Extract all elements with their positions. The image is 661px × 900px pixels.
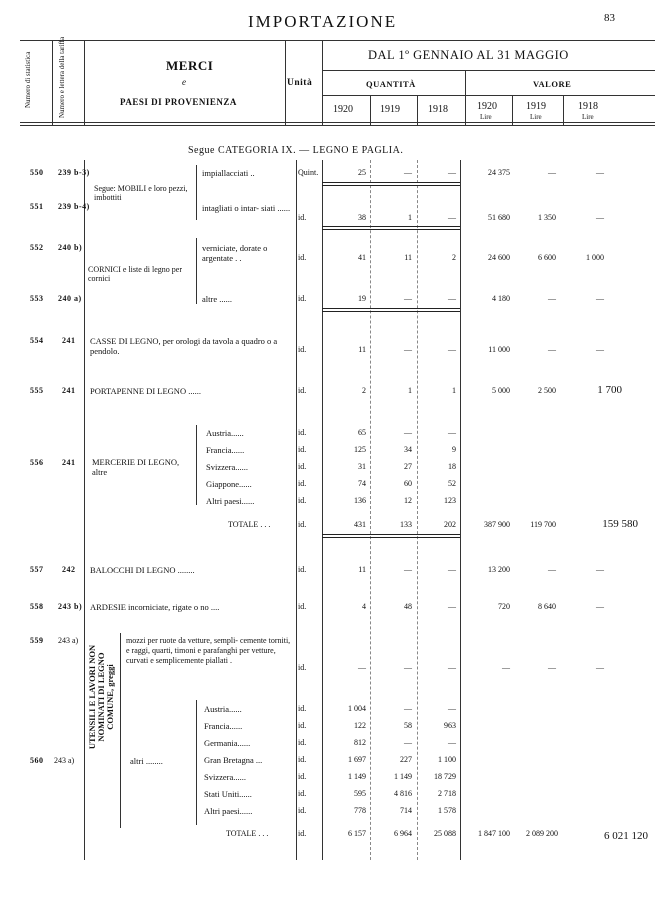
year-q-1919: 1919 — [380, 104, 400, 115]
mercerie-q1918-2: 18 — [448, 462, 456, 471]
unit-551: id. — [298, 213, 307, 222]
mercerie-total-q1919: 133 — [400, 520, 412, 529]
period-header: DAL 1º GENNAIO AL 31 MAGGIO — [368, 48, 569, 62]
tariff-560: 243 a) — [54, 756, 75, 765]
utensili-unit-5: id. — [298, 789, 307, 798]
q1919-557: — — [404, 565, 412, 574]
q1920-554: 11 — [358, 345, 366, 354]
q1919-559: — — [404, 663, 412, 672]
utensili-total-v1920: 1 847 100 — [478, 829, 510, 838]
v1920-555: 5 000 — [492, 386, 510, 395]
v1919-553: — — [548, 294, 556, 303]
mercerie-q1918-0: — — [448, 428, 456, 437]
v1920-557: 13 200 — [488, 565, 510, 574]
paesi-header: PAESI DI PROVENIENZA — [120, 97, 237, 107]
v1918-555: 1 700 — [597, 384, 622, 396]
v1919-551: 1 350 — [538, 213, 556, 222]
v1919-558: 8 640 — [538, 602, 556, 611]
q1918-555: 1 — [452, 386, 456, 395]
desc-557: BALOCCHI DI LEGNO ........ — [90, 565, 195, 575]
mercerie-q1920-0: 65 — [358, 428, 366, 437]
mercerie-unit-0: id. — [298, 428, 307, 437]
q1918-559: — — [448, 663, 456, 672]
utensili-q1918-6: 1 578 — [438, 806, 456, 815]
lire-1920: Lire — [480, 113, 492, 121]
v1918-559: — — [596, 663, 604, 672]
v1918-552: 1 000 — [586, 253, 604, 262]
v1920-550: 24 375 — [488, 168, 510, 177]
mercerie-total-v1919: 119 700 — [530, 520, 556, 529]
page-number: 83 — [604, 12, 615, 24]
mercerie-q1920-3: 74 — [358, 479, 366, 488]
mercerie-q1918-4: 123 — [444, 496, 456, 505]
utensili-unit-1: id. — [298, 721, 307, 730]
q1920-555: 2 — [362, 386, 366, 395]
mercerie-label: MERCERIE DI LEGNO, altre — [92, 457, 180, 477]
q1920-558: 4 — [362, 602, 366, 611]
year-v-1920: 1920 — [477, 101, 497, 112]
mercerie-country-0: Austria...... — [206, 428, 244, 438]
stat-557: 557 — [30, 565, 44, 574]
mercerie-total-label: TOTALE . . . — [228, 520, 271, 529]
q1919-552: 11 — [404, 253, 412, 262]
utensili-group-label: UTENSILI E LAVORI NON NOMINATI DI LEGNO COMUNE, greggi — [87, 644, 115, 750]
q1918-558: — — [448, 602, 456, 611]
utensili-total-label: TOTALE . . . — [226, 829, 269, 838]
mercerie-q1919-4: 12 — [404, 496, 412, 505]
mercerie-q1920-2: 31 — [358, 462, 366, 471]
utensili-q1918-0: — — [448, 704, 456, 713]
desc-559: mozzi per ruote da vetture, sempli- cemente torniti, e raggi, quarti, timoni e parafanghi per vetture, curvati e semplicemente piallati . — [126, 636, 291, 665]
tariff-554: 241 — [62, 336, 76, 345]
mercerie-q1918-3: 52 — [448, 479, 456, 488]
stat-560: 560 — [30, 756, 44, 765]
stat-553: 553 — [30, 294, 44, 303]
q1918-552: 2 — [452, 253, 456, 262]
group-cornici-label: CORNICI e liste di legno per cornici — [88, 265, 182, 283]
mercerie-country-3: Giappone...... — [206, 479, 252, 489]
utensili-total-v1919: 2 089 200 — [526, 829, 558, 838]
v1919-550: — — [548, 168, 556, 177]
utensili-total-unit: id. — [298, 829, 307, 838]
col-stat-header: Numero di statistica — [24, 51, 32, 108]
q1920-552: 41 — [358, 253, 366, 262]
unit-558: id. — [298, 602, 307, 611]
mercerie-q1919-0: — — [404, 428, 412, 437]
utensili-q1918-2: — — [448, 738, 456, 747]
merci-e: e — [182, 77, 186, 87]
year-v-1919: 1919 — [526, 101, 546, 112]
valore-header: VALORE — [533, 79, 572, 89]
desc-558: ARDESIE incorniciate, rigate o no .... — [90, 602, 220, 612]
page-title: IMPORTAZIONE — [248, 12, 398, 31]
q1919-550: — — [404, 168, 412, 177]
v1920-558: 720 — [498, 602, 510, 611]
mercerie-total-unit: id. — [298, 520, 307, 529]
stat-555: 555 — [30, 386, 44, 395]
mercerie-country-4: Altri paesi...... — [206, 496, 255, 506]
v1920-553: 4 180 — [492, 294, 510, 303]
altri-560: altri ........ — [130, 756, 163, 766]
utensili-country-5: Stati Uniti...... — [204, 789, 252, 799]
utensili-q1920-6: 778 — [354, 806, 366, 815]
category-heading: Segue CATEGORIA IX. — LEGNO E PAGLIA. — [188, 145, 404, 156]
desc-552: verniciate, dorate o argentate . . — [202, 243, 268, 263]
utensili-country-4: Svizzera...... — [204, 772, 247, 782]
utensili-q1920-1: 122 — [354, 721, 366, 730]
col-tariff-header: Numero e lettera della tariffa — [58, 36, 66, 118]
utensili-q1918-5: 2 718 — [438, 789, 456, 798]
v1919-555: 2 500 — [538, 386, 556, 395]
mercerie-total-v1920: 387 900 — [484, 520, 510, 529]
v1919-554: — — [548, 345, 556, 354]
v1918-554: — — [596, 345, 604, 354]
tariff-558: 243 b) — [58, 602, 83, 611]
stat-554: 554 — [30, 336, 44, 345]
utensili-q1918-1: 963 — [444, 721, 456, 730]
v1920-554: 11 000 — [488, 345, 510, 354]
desc-553: altre ...... — [202, 294, 232, 304]
utensili-q1919-4: 1 149 — [394, 772, 412, 781]
utensili-q1919-5: 4 816 — [394, 789, 412, 798]
mercerie-total-q1920: 431 — [354, 520, 366, 529]
v1918-558: — — [596, 602, 604, 611]
utensili-q1919-1: 58 — [404, 721, 412, 730]
q1920-553: 19 — [358, 294, 366, 303]
year-q-1920: 1920 — [333, 104, 353, 115]
utensili-total-v1918: 6 021 120 — [604, 830, 648, 842]
mercerie-total-q1918: 202 — [444, 520, 456, 529]
unit-553: id. — [298, 294, 307, 303]
utensili-unit-4: id. — [298, 772, 307, 781]
unit-554: id. — [298, 345, 307, 354]
unit-559: id. — [298, 663, 307, 672]
mercerie-q1920-1: 125 — [354, 445, 366, 454]
tariff-550: 239 b-3) — [58, 168, 90, 177]
mercerie-country-1: Francia...... — [206, 445, 245, 455]
lire-1918: Lire — [582, 113, 594, 121]
merci-header: MERCI — [166, 58, 214, 73]
mercerie-unit-4: id. — [298, 496, 307, 505]
stat-552: 552 — [30, 243, 44, 252]
utensili-total-q1919: 6 964 — [394, 829, 412, 838]
stat-559: 559 — [30, 636, 44, 645]
stat-550: 550 — [30, 168, 44, 177]
tariff-552: 240 b) — [58, 243, 83, 252]
q1919-555: 1 — [408, 386, 412, 395]
tariff-551: 239 b-4) — [58, 202, 90, 211]
stat-556: 556 — [30, 458, 44, 467]
utensili-country-2: Germania...... — [204, 738, 251, 748]
utensili-q1918-4: 18 729 — [434, 772, 456, 781]
v1920-559: — — [502, 663, 510, 672]
unita-header: Unità — [287, 78, 313, 88]
v1920-551: 51 680 — [488, 213, 510, 222]
unit-550: Quint. — [298, 168, 319, 177]
utensili-q1919-6: 714 — [400, 806, 412, 815]
tariff-557: 242 — [62, 565, 76, 574]
q1920-557: 11 — [358, 565, 366, 574]
utensili-total-q1918: 25 088 — [434, 829, 456, 838]
group-mobili-label: Segue: MOBILI e loro pezzi, imbottiti — [94, 184, 188, 202]
q1919-558: 48 — [404, 602, 412, 611]
tariff-556: 241 — [62, 458, 76, 467]
utensili-unit-3: id. — [298, 755, 307, 764]
tariff-555: 241 — [62, 386, 76, 395]
v1918-551: — — [596, 213, 604, 222]
desc-551: intagliati o intar- siati ...... — [202, 203, 291, 213]
q1919-551: 1 — [408, 213, 412, 222]
tariff-559: 243 a) — [58, 636, 79, 645]
unit-555: id. — [298, 386, 307, 395]
mercerie-q1918-1: 9 — [452, 445, 456, 454]
unit-557: id. — [298, 565, 307, 574]
v1918-557: — — [596, 565, 604, 574]
utensili-country-1: Francia...... — [204, 721, 243, 731]
utensili-q1920-3: 1 697 — [348, 755, 366, 764]
mercerie-q1919-3: 60 — [404, 479, 412, 488]
v1918-553: — — [596, 294, 604, 303]
quantita-header: QUANTITÀ — [366, 79, 416, 89]
utensili-unit-2: id. — [298, 738, 307, 747]
unit-552: id. — [298, 253, 307, 262]
q1918-557: — — [448, 565, 456, 574]
utensili-country-0: Austria...... — [204, 704, 242, 714]
mercerie-q1920-4: 136 — [354, 496, 366, 505]
year-v-1918: 1918 — [578, 101, 598, 112]
utensili-country-6: Altri paesi...... — [204, 806, 253, 816]
mercerie-q1919-1: 34 — [404, 445, 412, 454]
q1919-554: — — [404, 345, 412, 354]
mercerie-unit-1: id. — [298, 445, 307, 454]
q1918-554: — — [448, 345, 456, 354]
stat-558: 558 — [30, 602, 44, 611]
q1920-550: 25 — [358, 168, 366, 177]
utensili-country-3: Gran Bretagna ... — [204, 755, 263, 765]
utensili-q1920-4: 1 149 — [348, 772, 366, 781]
desc-554: CASSE DI LEGNO, per orologi da tavola a quadro o a pendolo. — [90, 336, 278, 356]
v1919-557: — — [548, 565, 556, 574]
mercerie-unit-2: id. — [298, 462, 307, 471]
v1919-559: — — [548, 663, 556, 672]
q1920-551: 38 — [358, 213, 366, 222]
tariff-553: 240 a) — [58, 294, 82, 303]
utensili-q1920-0: 1 004 — [348, 704, 366, 713]
utensili-total-q1920: 6 157 — [348, 829, 366, 838]
mercerie-q1919-2: 27 — [404, 462, 412, 471]
utensili-q1919-0: — — [404, 704, 412, 713]
mercerie-country-2: Svizzera...... — [206, 462, 249, 472]
stat-551: 551 — [30, 202, 44, 211]
desc-555: PORTAPENNE DI LEGNO ...... — [90, 386, 201, 396]
v1919-552: 6 600 — [538, 253, 556, 262]
utensili-q1919-3: 227 — [400, 755, 412, 764]
mercerie-total-v1918: 159 580 — [602, 518, 638, 530]
q1918-553: — — [448, 294, 456, 303]
q1919-553: — — [404, 294, 412, 303]
utensili-unit-0: id. — [298, 704, 307, 713]
desc-550: impiallacciati .. — [202, 168, 255, 178]
utensili-q1920-5: 595 — [354, 789, 366, 798]
v1920-552: 24 600 — [488, 253, 510, 262]
q1920-559: — — [358, 663, 366, 672]
year-q-1918: 1918 — [428, 104, 448, 115]
q1918-551: — — [448, 213, 456, 222]
v1918-550: — — [596, 168, 604, 177]
utensili-unit-6: id. — [298, 806, 307, 815]
utensili-q1918-3: 1 100 — [438, 755, 456, 764]
utensili-q1920-2: 812 — [354, 738, 366, 747]
utensili-q1919-2: — — [404, 738, 412, 747]
lire-1919: Lire — [530, 113, 542, 121]
mercerie-unit-3: id. — [298, 479, 307, 488]
q1918-550: — — [448, 168, 456, 177]
